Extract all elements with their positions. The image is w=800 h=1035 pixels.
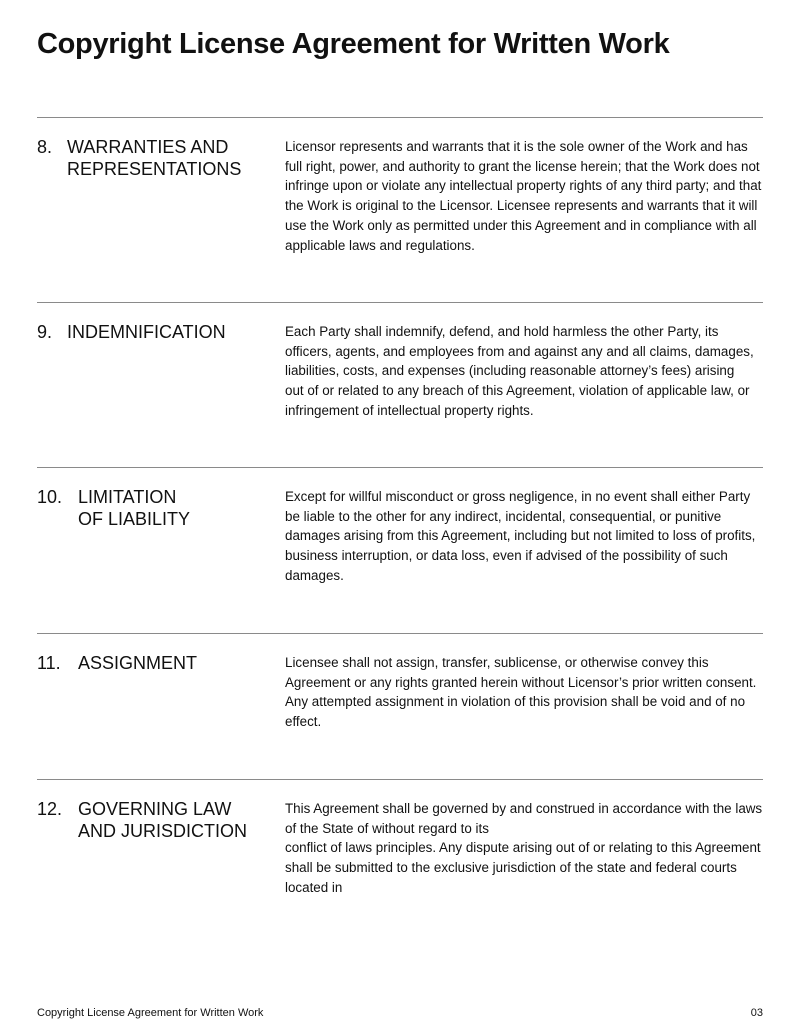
page-number: 03 — [750, 1007, 763, 1019]
page-title: Copyright License Agreement for Written Work — [37, 28, 670, 60]
section-number: 9. — [37, 322, 53, 342]
section-heading — [37, 798, 277, 842]
section-title: INDEMNIFICATION — [67, 322, 226, 342]
section-heading — [37, 652, 277, 674]
section-assignment — [37, 633, 763, 780]
section-number: 11. — [37, 653, 61, 673]
section-limitation-of-liability — [37, 467, 763, 634]
section-governing-law — [37, 779, 763, 970]
section-heading — [37, 321, 277, 343]
section-body: Except for willful misconduct or gross negligence, in no event shall either Party be liable to the other for any indirect, incidental, consequential, or punitive damages arising from this Agreement, including but not limited to loss of profits, business interruption, or data loss, even if advised of the possibility of such damages. — [285, 489, 756, 583]
section-heading — [37, 486, 277, 530]
section-number: 12. — [37, 799, 63, 819]
section-title: ASSIGNMENT — [78, 653, 198, 673]
section-title: GOVERNING LAW AND JURISDICTION — [78, 799, 248, 841]
section-body: Licensor represents and warrants that it is the sole owner of the Work and has full right, power, and authority to grant the license herein; that the Work does not infringe upon or violate any intellectual property rights of any third party; and that the Work is original to the Licensor. Licensee represents and warrants that it will use the Work only as permitted under this Agreement and in compliance with all applicable laws and regulations. — [285, 139, 762, 253]
section-title: WARRANTIES AND REPRESENTATIONS — [67, 137, 242, 179]
footer-title: Copyright License Agreement for Written Work — [37, 1007, 264, 1019]
section-body: Each Party shall indemnify, defend, and hold harmless the other Party, its officers, agents, and employees from and against any and all claims, damages, liabilities, costs, and expenses (including reasonable attorney’s fees) arising out of or related to any breach of this Agreement, violation of applicable law, or infringement of intellectual property rights. — [285, 324, 754, 418]
section-indemnification — [37, 302, 763, 468]
section-title: LIMITATION OF LIABILITY — [78, 487, 191, 529]
section-number: 10. — [37, 487, 63, 507]
section-heading — [37, 136, 277, 180]
section-body: This Agreement shall be governed by and construed in accordance with the laws of the State of without regard to its conflict of laws principles. Any dispute arising out of or relating to this Agreement shall be submitted to the exclusive jurisdiction of the state and federal courts located in — [285, 801, 763, 895]
section-body: Licensee shall not assign, transfer, sublicense, or otherwise convey this Agreement or any rights granted herein without Licensor’s prior written consent. Any attempted assignment in violation of this provision shall be void and of no effect. — [285, 655, 757, 730]
section-warranties — [37, 117, 763, 303]
section-number: 8. — [37, 137, 53, 157]
